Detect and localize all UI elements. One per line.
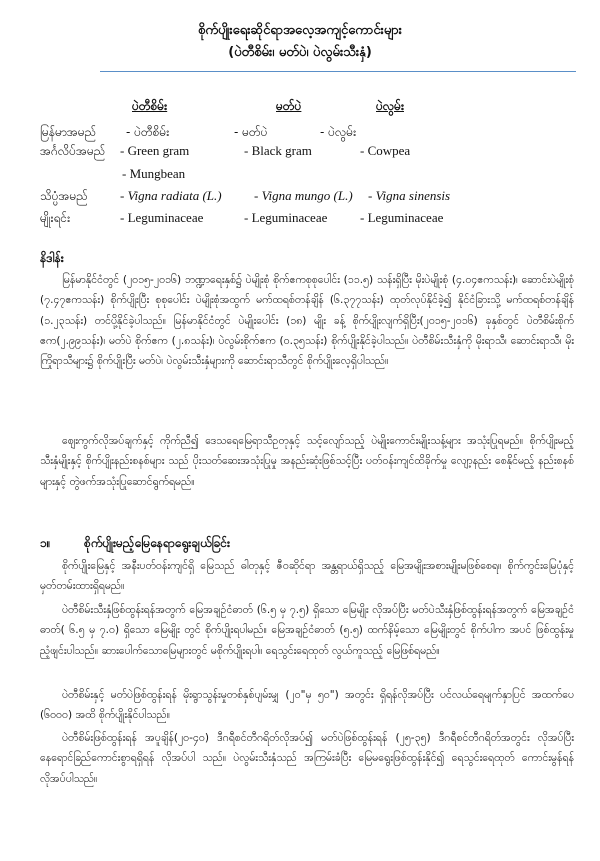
- cell: - ပဲတီစိမ်း: [126, 125, 170, 139]
- section1-paragraph-3: ပဲတီစိမ်းနှင့် မတ်ပဲဖြစ်ထွန်းရန် မိုးရွာသွန်းမှုတစ်နှစ်ပျမ်းမျှ (၂၀"မှ ၅၀") အတွင်း ရှိရန်လိုအပ်ပြီး ပင်လယ်ရေမျက်နှာပြင် အထက်ပေ (၆၀၀၀) အထိ စိုက်ပျိုးနိုင်ပါသည်။: [40, 689, 574, 722]
- row-label: မြန်မာအမည်: [40, 125, 97, 139]
- row-label: သိပ္ပံအမည်: [40, 189, 88, 203]
- section-number: ၁။: [40, 536, 51, 550]
- cell: - ပဲလွမ်း: [320, 125, 357, 139]
- cell: - Vigna sinensis: [368, 188, 451, 203]
- column-heading-blackgram: မတ်ပဲ: [276, 99, 302, 113]
- cell: - Leguminaceae: [360, 210, 444, 225]
- intro-paragraph-1: မြန်မာနိုင်ငံတွင် (၂၀၁၅-၂၀၁၆) ဘဏ္ဍာရေးနှစ်၌ ပဲမျိုးစုံ စိုက်ဧကစုစုပေါင်း (၁၁.၅) သန်းရှိပြီး မိုးပဲမျိုးစုံ (၄.၀၄ဧကသန်း)၊ ဆောင်းပဲမျိုးစုံ (၇.၄၇ဧကသန်း) စိုက်ပျိုးပြီး စုစုပေါင်း ပဲမျိုးစုံအထွက် မက်ထရစ်တန်ချိန် (၆.၃၇၇သန်း) ထုတ်လုပ်နိုင်ခဲ့၍ နိုင်ငံခြားသို့ မက်ထရစ်တန်ချိန် (၁.၂၃သန်း) တင်ပို့နိုင်ခဲ့ပါသည်။ မြန်မာနိုင်ငံတွင် ပဲမျိုးပေါင်း (၁၈) မျိုး ခန့် စိုက်ပျိုးလျက်ရှိပြီး(၂၀၁၅-၂၀၁၆) ခုနှစ်တွင် ပဲတီစိမ်းစိုက်ဧက(၂.၉၉သန်း)၊ မတ်ပဲ စိုက်ဧက (၂.၈သန်း)၊ ပဲလွမ်းစိုက်ဧက (၀.၃၅သန်း) စိုက်ပျိုးနိုင်ခဲ့ပါသည်။ ပဲတီစိမ်းသီးနှံကို မိုးရာသီ၊ ဆောင်းရာသီ၊ မိုးကြိုရာသီများ၌ စိုက်ပျိုးပြီး မတ်ပဲ၊ ပဲလွမ်းသီးနှံများကို ဆောင်းရာသီတွင် စိုက်ပျိုးလေ့ရှိပါသည်။: [40, 274, 574, 368]
- row-label: မျိုးရင်း: [40, 211, 71, 225]
- column-heading-cowpea: ပဲလွမ်း: [376, 99, 404, 113]
- section1-paragraph-2: ပဲတီစိမ်းသီးနှံဖြစ်ထွန်းရန်အတွက် မြေအချဉ်ငံဓာတ် (၆.၅ မှ ၇.၅) ရှိသော မြေမျိုး လိုအပ်ပြီး မတ်ပဲသီးနှံဖြစ်ထွန်းရန်အတွက် မြေအချဉ်ငံဓာတ်( ၆.၅ မှ ၇.၀) ရှိသော မြေမျိုး တွင် စိုက်ပျိုးရပါမည်။ မြေအချဉ်ငံဓာတ် (၅.၅) ထက်နိမ့်သော မြေမျိုးတွင် စိုက်ပါက အပင် ဖြစ်ထွန်းမှု ညံ့ဖျင်းပါသည်။ ဆားပေါက်သောမြေများတွင် မစိုက်ပျိုးရပါ။ ရေသွင်းရေထုတ် လွယ်ကူသည့် မြေဖြစ်ရမည်။: [40, 604, 574, 657]
- section1-paragraph-1: စိုက်ပျိုးမြေနှင့် အနီးပတ်ဝန်းကျင်ရှိ မြေသည် ဓါတုနှင့် ဇီဝဆိုင်ရာ အန္တရာယ်ရှိသည့် မြေအမျိုးအစားမျိုးမဖြစ်စေရ။ စိုက်ကွင်းမြေပုံနှင့် မှတ်တမ်းထားရှိရမည်။: [40, 560, 574, 593]
- document-title: စိုက်ပျိုးရေးဆိုင်ရာအလေ့အကျင့်ကောင်းများ: [198, 23, 402, 38]
- section1-paragraph-4: ပဲတီစိမ်းဖြစ်ထွန်းရန် အပူချိန်(၂၀-၄၀) ဒီဂရီစင်တီဂရိတ်လိုအပ်၍ မတ်ပဲဖြစ်ထွန်းရန် (၂၅-၃၅) ဒီဂရီစင်တီဂရိတ်အတွင်း လိုအပ်ပြီး နေရောင်ခြည်ကောင်းစွာရရှိရန် လိုအပ်ပါ သည်။ ပဲလွမ်းသီးနှံသည် အကြမ်းခံပြီး မြေမရွေးဖြစ်ထွန်းနိုင်၍ ရေသွင်းရေထုတ် ကောင်းမွန်ရန် လိုအပ်ပါသည်။: [40, 732, 574, 785]
- row-label: အင်္ဂလိပ်အမည်: [40, 144, 106, 158]
- cell: - Leguminaceae: [244, 210, 328, 225]
- intro-heading: နိဒါန်း: [40, 251, 64, 265]
- cell: - Mungbean: [122, 166, 186, 181]
- cell: - Black gram: [244, 143, 312, 158]
- intro-paragraph-2: ဈေးကွက်လိုအပ်ချက်နှင့် ကိုက်ညီ၍ ဒေသရေမြေရာသီဥတုနှင့် သင့်လျော်သည့် ပဲမျိုးကောင်းမျိုးသန့်များ အသုံးပြုရမည်။ စိုက်ပျိုးမည့်သီးနှံမျိုးနှင့် စိုက်ပျိုးနည်းစနစ်များ သည် ပိုးသတ်ဆေးအသုံးပြုမှု အနည်းဆုံးဖြစ်သင့်ပြီး ပတ်ဝန်းကျင်ထိခိုက်မှု လျော့နည်း စေနိုင်မည့် နည်းစနစ်များနှင့် တွဲဖက်အသုံးပြုဆောင်ရွက်ရမည်။: [40, 435, 574, 488]
- column-heading-greengram: ပဲတီစိမ်း: [132, 99, 168, 113]
- cell: - Cowpea: [360, 143, 411, 158]
- section-heading: စိုက်ပျိုးမည့်မြေနေရာရွေးချယ်ခြင်း: [84, 536, 231, 550]
- cell: - မတ်ပဲ: [234, 125, 268, 139]
- cell: - Vigna radiata (L.): [120, 188, 222, 203]
- cell: - Green gram: [120, 143, 190, 158]
- cell: - Vigna mungo (L.): [254, 188, 353, 203]
- cell: - Leguminaceae: [120, 210, 204, 225]
- document-subtitle: (ပဲတီစိမ်း၊ မတ်ပဲ၊ ပဲလွမ်းသီးနှံ): [228, 45, 372, 60]
- header-divider: [100, 71, 576, 72]
